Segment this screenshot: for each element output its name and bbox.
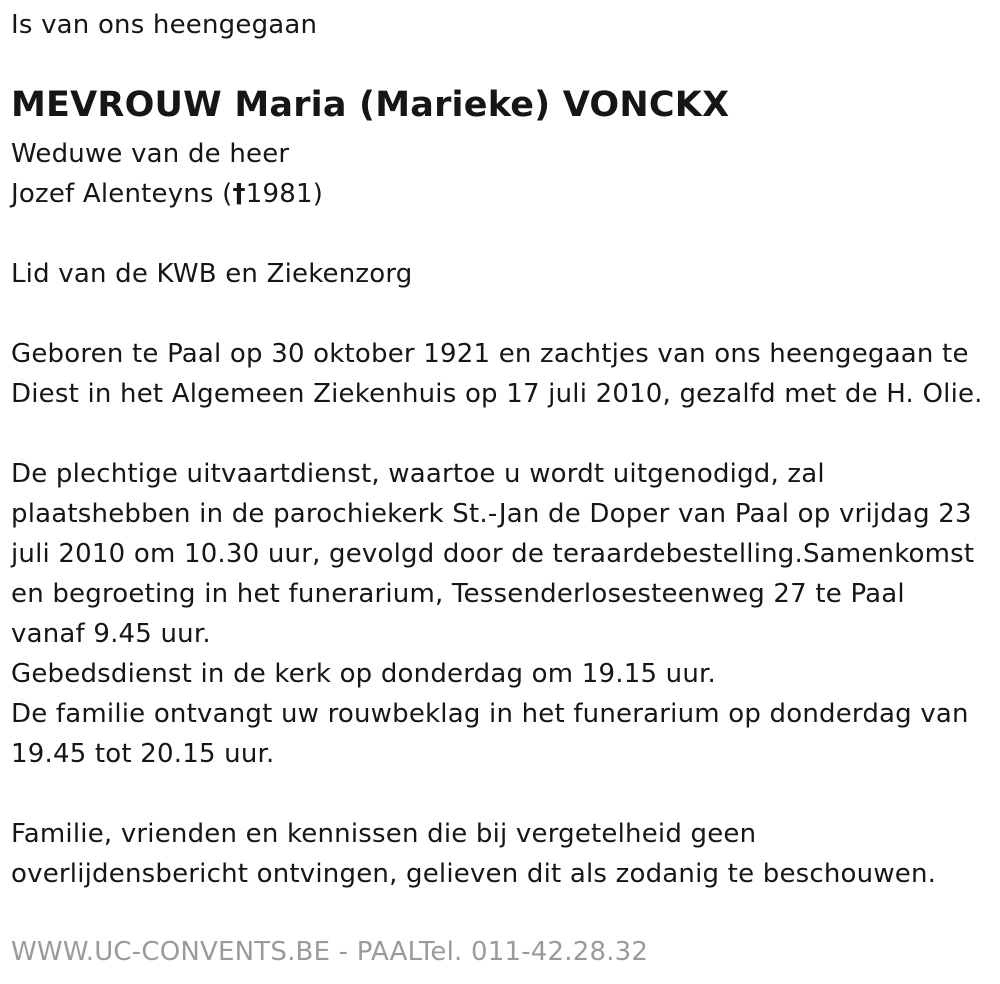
footer-source: WWW.UC-CONVENTS.BE - PAALTel. 011-42.28.32 bbox=[11, 937, 649, 967]
service-line: Gebedsdienst in de kerk op donderdag om 19.15 uur. bbox=[11, 659, 716, 689]
service-line: plaatshebben in de parochiekerk St.-Jan de Doper van Paal op vrijdag 23 bbox=[11, 499, 972, 529]
membership-text: Lid van de KWB en Ziekenzorg bbox=[11, 259, 413, 289]
service-line: vanaf 9.45 uur. bbox=[11, 619, 211, 649]
deceased-name: MEVROUW Maria (Marieke) VONCKX bbox=[11, 85, 730, 125]
birth-death-line: Geboren te Paal op 30 oktober 1921 en zachtjes van ons heengegaan te bbox=[11, 339, 969, 369]
service-block bbox=[11, 454, 974, 774]
husband-death-year: 1981) bbox=[245, 179, 324, 209]
service-line: en begroeting in het funerarium, Tessenderlosesteenweg 27 te Paal bbox=[11, 579, 905, 609]
family-note-line: overlijdensbericht ontvingen, gelieven dit als zodanig te beschouwen. bbox=[11, 859, 937, 889]
membership-block bbox=[11, 254, 413, 294]
service-line: De plechtige uitvaartdienst, waartoe u wordt uitgenodigd, zal bbox=[11, 459, 825, 489]
service-line: juli 2010 om 10.30 uur, gevolgd door de teraardebestelling.Samenkomst bbox=[11, 539, 975, 569]
widow-of-text: Weduwe van de heer bbox=[11, 139, 290, 169]
intro-text: Is van ons heengegaan bbox=[11, 10, 318, 40]
spouse-block bbox=[11, 134, 323, 214]
birth-death-block bbox=[11, 334, 983, 414]
birth-death-line: Diest in het Algemeen Ziekenhuis op 17 juli 2010, gezalfd met de H. Olie. bbox=[11, 379, 983, 409]
family-note-block bbox=[11, 814, 936, 894]
service-line: 19.45 tot 20.15 uur. bbox=[11, 739, 275, 769]
husband-name: Jozef Alenteyns ( bbox=[11, 179, 233, 209]
service-line: De familie ontvangt uw rouwbeklag in het funerarium op donderdag van bbox=[11, 699, 969, 729]
family-note-line: Familie, vrienden en kennissen die bij vergetelheid geen bbox=[11, 819, 757, 849]
cross-icon: † bbox=[232, 179, 246, 209]
husband-line bbox=[11, 174, 323, 214]
